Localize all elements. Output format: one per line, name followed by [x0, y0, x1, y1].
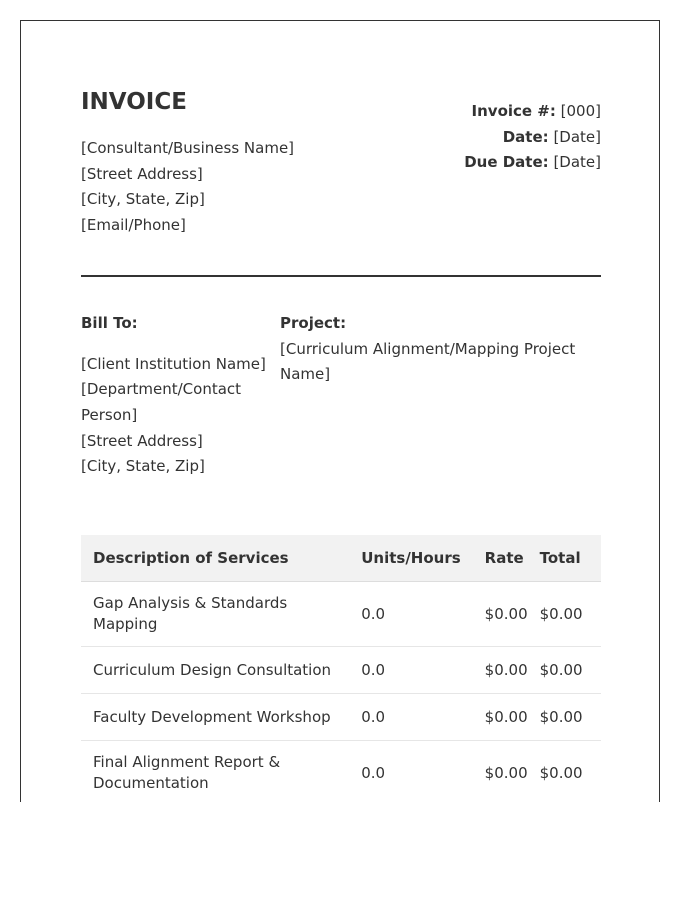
invoice-content: [81, 89, 601, 802]
invoice-title: INVOICE: [81, 89, 187, 115]
header-rate: Rate: [473, 535, 540, 582]
row-units: 0.0: [349, 647, 472, 694]
sender-city: [City, State, Zip]: [81, 190, 205, 209]
sender-address: [81, 136, 294, 239]
project-block: [280, 311, 601, 480]
row-rate: $0.00: [473, 694, 540, 741]
client-institution: [Client Institution Name]: [81, 354, 266, 373]
sender-contact: [Email/Phone]: [81, 216, 186, 235]
invoice-page: [20, 20, 660, 802]
due-date-line: [464, 150, 601, 176]
header-total: Total: [540, 535, 601, 582]
client-city: [City, State, Zip]: [81, 457, 205, 476]
row-description: Faculty Development Workshop: [81, 694, 349, 741]
row-description: Gap Analysis & Standards Mapping: [81, 582, 349, 647]
invoice-meta: [464, 89, 601, 176]
invoice-date-value: [Date]: [553, 127, 601, 146]
row-rate: $0.00: [473, 582, 540, 647]
table-row: [81, 582, 601, 647]
due-date-label: Due Date:: [464, 153, 549, 171]
row-description: Curriculum Design Consultation: [81, 647, 349, 694]
row-total: $0.00: [540, 647, 601, 694]
row-total: $0.00: [540, 694, 601, 741]
row-units: 0.0: [349, 694, 472, 741]
table-row: [81, 694, 601, 741]
invoice-number-label: Invoice #:: [471, 102, 556, 120]
project-label: Project:: [280, 313, 347, 332]
header-divider: [81, 275, 601, 277]
header-units: Units/Hours: [349, 535, 472, 582]
sender-block: [81, 89, 294, 239]
invoice-date-label: Date:: [502, 127, 549, 146]
row-total: $0.00: [540, 741, 601, 802]
client-department: [Department/Contact Person]: [81, 380, 242, 424]
row-description: Final Alignment Report & Documentation: [81, 741, 349, 802]
row-units: 0.0: [349, 741, 472, 802]
row-rate: $0.00: [473, 741, 540, 802]
services-table: [81, 535, 601, 802]
parties-section: [81, 311, 601, 480]
project-name: [Curriculum Alignment/Mapping Project Name]: [280, 339, 576, 384]
row-total: $0.00: [540, 582, 601, 647]
table-row: [81, 741, 601, 802]
invoice-number-value: [000]: [560, 102, 601, 120]
bill-to-label: Bill To:: [81, 313, 138, 332]
due-date-value: [Date]: [553, 153, 601, 171]
table-row: [81, 647, 601, 694]
invoice-date-line: [464, 125, 601, 151]
row-rate: $0.00: [473, 647, 540, 694]
client-street: [Street Address]: [81, 431, 203, 450]
table-header-row: [81, 535, 601, 582]
sender-name: [Consultant/Business Name]: [81, 139, 295, 157]
sender-street: [Street Address]: [81, 164, 203, 183]
bill-to-block: [81, 311, 280, 480]
invoice-header: [81, 89, 601, 239]
row-units: 0.0: [349, 582, 472, 647]
header-description: Description of Services: [81, 535, 349, 582]
invoice-number-line: [464, 99, 601, 125]
